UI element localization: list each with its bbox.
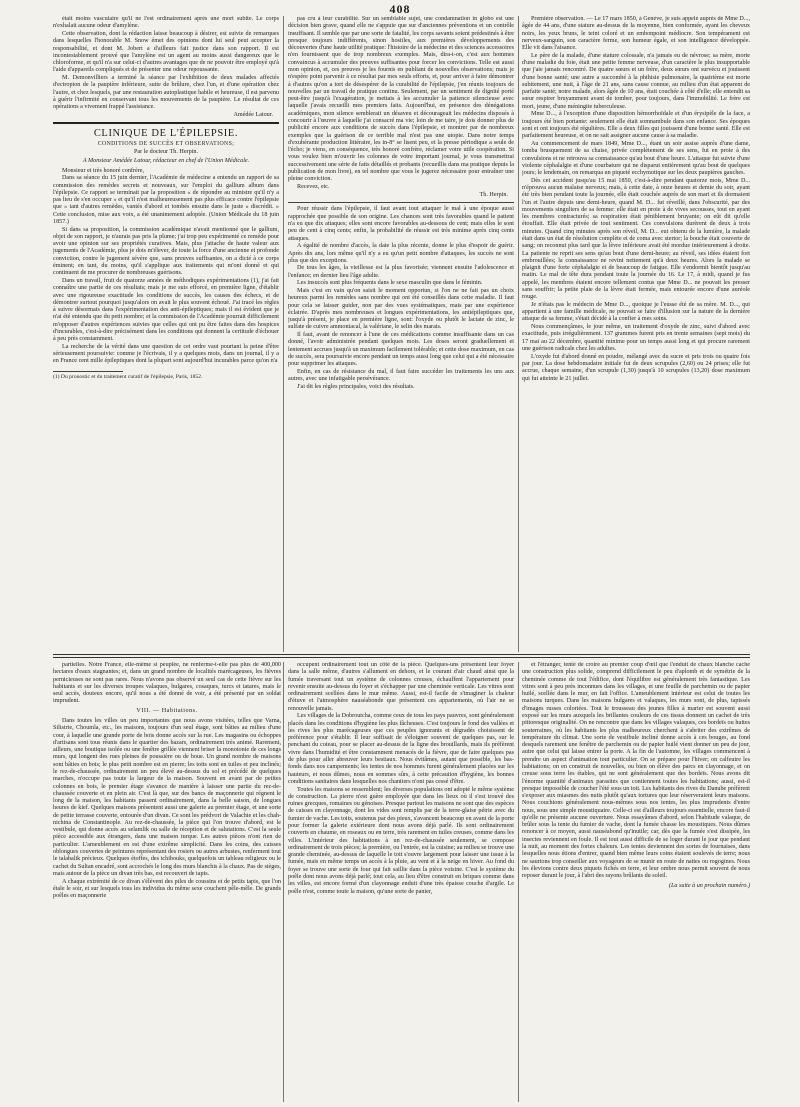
author-signature: Amédée Latour.: [233, 112, 273, 119]
section-divider: [53, 657, 750, 658]
column-divider: [283, 16, 284, 652]
paragraph: Au commencement de mars 1849, Mme D..., étant un soir assise auprès d'une dame, tomba brusquement de sa chaise, privée complètement de ses sens, fut en proie à des convulsions et ne retrouva sa connaissance qu'au bout d'une heure. L'attaque fut suivie d'une violente céphalalgie et d'une courbature qui ne disparut entièrement qu'au bout de quelques jours; le lendemain, on remarqua un piqueté ecchymotique sur les deux paupières gauches.: [522, 140, 750, 177]
paragraph: Toutes les maisons se ressemblent; les diverses populations ont adopté le même système de construction. La pierre n'est guère employée que dans les lieux où il s'est trouvé des ruines grecques, romaines ou génoises. Presque partout les maisons ne sont que des espèces de caisses en clayonnage, dont les vides sont remplis par de la terre-glaise pétrie avec du fumier de vache. Les toits, soutenus par des pieux, s'avancent beaucoup en avant de la porte pour former la galerie extérieure dont nous avons déjà parlé. Ils sont ordinairement couverts en chaume, en roseaux ou en terre, très rarement en tuiles creuses, comme dans les villes. L'intérieur des habitations à un rez-de-chaussée seulement, se compose ordinairement de trois pièces; la première, ou l'entrée, est la cuisine; au milieu se trouve une grande cheminée, au-dessus de laquelle le toit s'ouvre largement pour laisser une issue à la fumée, mais en même temps un accès à la pluie, au vent et à la neige en hiver. Au fond du foyer se trouve une sorte de four qui fait saillie dans la pièce voisine. C'est le système du poêle dont nous avons déjà parlé; tout cela, au lieu d'être construit en briques comme dans les villes, est encore formé d'un clayonnage enduit d'une très épaisse couche d'argile. Le poêle n'est, comme toute la maison, qu'une sorte de panier,: [288, 786, 514, 895]
article-column-2: [288, 16, 514, 652]
article-dedication: A Monsieur Amédée Latour, rédacteur en chef de l'Union Médicale.: [82, 158, 250, 165]
salutation: Monsieur et très honoré confrère,: [62, 167, 145, 174]
paragraph: Dès cet accident jusqu'au 15 mai 1850, c'est-à-dire pendant quatorze mois, Mme D... n'éprouva aucun malaise nerveux; mais, à cette date, à onze heures et demie du soir, ayant été très bien pendant toute la journée, elle était couchée auprès de son mari et ils dormaient l'un et l'autre depuis une demi-heure, quand M. D... fut réveillé, dans l'obscurité, par des mouvements singuliers de sa femme: elle était en proie à de vives secousses, tout en ayant les membres contracturés; sa respiration était péniblement bruyante; on eût dit qu'elle étouffait. Elle était privée de tout sentiment. Ces convulsions durèrent de deux à trois minutes. Quand cinq minutes après son réveil, M. D... eut obtenu de la lumière, la malade était dans un état de résolution complète et de coma avec stertor; la bouche était couverte de sang; on reconnut plus tard que la lèvre inférieure avait été mordue intérieurement à droite. La patiente ne reprit ses sens qu'au bout d'une demi-heure; au réveil, ses idées étaient fort embrouillées; la connaissance ne revint nettement qu'à deux heures. Alors la malade se plaignit d'une forte céphalalgie et de beaucoup de fatigue. Elle s'endormit bientôt jusqu'au matin. Le mal de tête dura pendant toute la journée du 16. Le 17, à midi, quand je fus appelé, les membres étaient encore tellement contus que Mme D... ne pouvait les presser sans souffrir; la petite plaie de la lèvre était fermée, mais entourée encore d'une auréole rouge.: [522, 177, 750, 301]
feuilleton-column-1: [53, 662, 281, 1102]
paragraph: Première observation. — Le 17 mars 1850, à Genève, je suis appelé auprès de Mme D..., âgée de 44 ans, d'une stature au-dessus de la moyenne, bien conformée, ayant les cheveux noirs, les yeux bruns, le teint coloré et un embonpoint médiocre. Son tempérament est nerveux-sanguin, son caractère ferme, son humeur égale, et son intelligence développée. Elle vit dans l'aisance.: [522, 16, 750, 52]
article-byline: Par le docteur Th. Herpin.: [133, 149, 198, 155]
continuation-note: (La suite à un prochain numéro.): [668, 883, 750, 890]
paragraph: partielles. Notre France, elle-même si peuplée, ne renferme-t-elle pas plus de 400,000 hectares d'eaux stagnantes; et, dans un grand nombre de localités marécageuses, les fièvres pernicieuses ne sont pas rares. Nous n'avons pas observé un seul cas de cette fièvre sur les habitants et sur les diverses troupes valaques, bulgares, cosaques, turcs et tatares, mais le seul accès, douteux encore, qu'il nous a été donné de voir, a été présenté par un soldat imprudent.: [53, 662, 281, 705]
paragraph: Le père de la malade, d'une stature colossale, n'a jamais eu de névrose; sa mère, morte d'une maladie du foie, était une petite femme nerveuse, d'un caractère le plus insupportable que j'aie jamais rencontré. De quatre sœurs et un frère, deux sœurs ont survécu et jouissent d'une bonne santé; une autre a succombé à la phthisie pulmonaire, la quatrième est morte subitement, une nuit, à l'âge de 21 ans, sans cause connue, au milieu d'un état apparent de parfaite santé; notre malade, alors âgée de 10 ans, était couchée à côté d'elle; elle entendit sa sœur respirer bruyamment avant de tomber, pour toujours, dans l'immobilité. Le frère est mort, jeune, d'une méningite tuberculeuse.: [522, 52, 750, 110]
paragraph: Cette observation, dont la rédaction laisse beaucoup à désirer, est suivie de remarques dans lesquelles l'honorable M. Snow émet des opinions dont lui seul peut accepter la responsabilité, et dont M. Jobert a d'ailleurs fait justice dans son rapport. Il est incontestablement prouvé que l'amylène est un agent au moins aussi dangereux que le chloroforme, et qu'il n'a sur celui-ci d'autres avantages que de ne pouvoir être employé qu'à l'aide d'appareils compliqués et de présenter une odeur repoussante.: [53, 30, 279, 74]
section-heading: VIII. — Habitations.: [136, 707, 198, 714]
article-title: CLINIQUE DE L'ÉPILEPSIE.: [93, 127, 239, 139]
paragraph: pas cru à leur curabilité. Sur un semblable sujet, une condamnation in globo est une décision bien grave, quand elle ne s'appuie que sur d'anciennes préventions et un contrôle insuffisant. Il semble que par une sorte de fatalité, les corps savants soient prédestinés à être presque toujours indifférents, sinon hostiles, aux premières développements des découvertes d'une haute utilité pratique: l'histoire de la médecine et des sciences accessoires n'en fournissent que de trop nombreux exemples. Mais, dira-t-on, c'est aux hommes convaincus à accumuler des preuves suffisantes pour forcer les convictions. Telle est aussi mon opinion, et, ces preuves je les fournis en publiant de nouvelles observations; mais je n'espère point parvenir à ce résultat par mes seuls efforts, et, pour arriver à faire démontrer à d'autres qu'on a tort de désespérer de la curabilité de l'épilepsie, j'en réunis toujours de nouvelles par un travail de pratique continu. Seulement, par un sentiment de dignité porté peut-être jusqu'à l'exagération, je mettais à les accumuler la patience silencieuse avec laquelle j'avais recueilli mes premiers faits. Aujourd'hui, en présence des dénégations académiques, mon silence semblerait un désaveu et décourageait les médecins disposés à concourir à l'œuvre à laquelle j'ai consacré ma vie; loin de me taire, je dois donner plus de publicité encore aux conditions de succès dans l'épilepsie, et montrer par de nombreux exemples que la guérison de ce terrible mal n'est pas une utopie. Dans notre temps d'exubérante production littéraire, les in-8° se lisent peu, et la presse périodique a seule de l'écho; je viens, en conséquence, très honoré confrère, réclamer votre utile coopération. Si vous voulez bien m'ouvrir les colonnes de votre important journal, je vous transmettrai successivement une série de faits détaillés et probants (recueillis dans ma pratique depuis la publication de mon livre), en tel nombre que vous le jugerez nécessaire pour entraîner une pleine conviction.: [288, 16, 514, 183]
paragraph: De tous les âges, la vieillesse est la plus favorisée; viennent ensuite l'adolescence et l'enfance; en dernier lieu l'âge adulte.: [288, 265, 514, 279]
paragraph: Si dans sa proposition, la commission académique n'avait mentionné que le gallium, objet de son rapport, je n'aurais pas pris la plume; j'ai trop peu expérimenté ce remède pour avoir une opinion sur ses propriétés curatives. Mais, plus j'attache de haute valeur aux jugements de l'Académie, plus je dois m'élever, de toute la force d'une ancienne et profonde conviction, contre le jugement sévère que, sans preuves suffisantes, on a dicté à ce corps éminent; en tant, du moins, qu'il s'applique aux traitements qui m'ont donné et qui continuent de me procurer de nombreuses guérisons.: [53, 226, 279, 277]
paragraph: Les villages de la Dobroutcha, comme ceux de tous les pays pauvres, sont généralement placés dans les conditions d'hygiène les plus fâcheuses. C'est toujours le fond des vallées et les rives les plus marécageuses que ces peuples ignorants et dégradés choisissent de préférence pour s'établir. Il leur suffisait de s'éloigner souvent de quelques pas, sur le penchant du coteau, pour se placer au-dessus de la ligne des brouillards, mais ils préfèrent vivre dans l'humidité et être constamment menacés de la fièvre, que de faire quelques pas de plus pour aller abreuver leurs bestiaux. Nous évitâmes, autant que possible, les bas-fonds dans nos campements; les tentes de nos hommes furent généralement placées sur les hauteurs, et nous dûmes, nous en sommes sûrs, à cette précaution d'hygiène, les bonnes conditions sanitaires dans lesquelles nos chantiers n'ont pas cessé d'être.: [288, 713, 514, 785]
page-number: 408: [389, 2, 411, 16]
article-column-1: [53, 16, 279, 652]
paragraph: Dans toutes les villes un peu importantes que nous avons visitées, telles que Varna, Silistrie, Choumla, etc., les maisons, toujours d'un seul étage, sont bâties au milieu d'une cour, à laquelle une grande porte de bois donne accès sur la rue. Les magasins ou échoppes d'artisans sont tous réunis dans le quartier des bazars, ordinairement très animé. Rarement, ailleurs, une boutique isolée ou une fenêtre grillée viennent briser la monotonie de ces longs murs, qui longent des rues pleines de poussière ou de boue. Un grand nombre de maisons sont bâties en bois; le plus petit nombre est en pierre; les toits sont en tuiles et peu inclinés; le rez-de-chaussée, ordinairement un peu élevé au-dessus du sol et précédé de quelques marches, n'occupe pas toute la largeur de la maison. Souvent en avant par de petites colonnes en bois, le premier étage s'avance de manière à laisser une partie du rez-de-chaussée couverte et en plein air. C'est là que, sur des bancs de maçonnerie qui régnent le long de la maison, les habitants passent ordinairement, dans la belle saison, de longues heures de kief. Quelques maisons présentent aussi une galerie au premier étage, et une sorte de petite terrasse couverte, entourée d'un divan. Ce sont les prédvori de Valachie et les chah-nichina de Constantinople. Au rez-de-chaussée, la pièce qui l'on trouve d'abord, est le vestibule, qui donne accès au selamlik ou salle de réception et de salutations. C'est la seule pièce accessible aux étrangers, dans une maison turque. Les autres pièces n'ont rien de particulier. L'ameublement en est d'une extrême simplicité. Dans les coins, des caisses oblongues couvertes de peintures représentant des rosiers ou autres arbustes, renferment tout le talabalik précieux. Quelques étoffes, des tchibouks, quelquefois un tableau religieux ou le cachet du Sultan encadré, sont accrochés le long des murs blanchis à la chaux. Pas de sièges, mais autour de la pièce un divan très bas, est recouvert de tapis.: [53, 717, 281, 877]
paragraph: Pour réussir dans l'épilepsie, il faut avant tout attaquer le mal à une époque aussi rapprochée que possible de son origine. Les chances sont très favorables quand le patient n'a eu que dix attaques; elles sont encore favorables au-dessous de cent; mais elles le sont peu de cent à cinq cents; enfin, la probabilité de réussir est très minime après cinq cents attaques.: [288, 206, 514, 242]
article-column-3: [522, 16, 750, 652]
paragraph: Dans sa séance du 15 juin dernier, l'Académie de médecine a entendu un rapport de sa commission des remèdes secrets et nouveaux, sur l'emploi du gallium album dans l'épilepsie. Ce rapport se terminait par la proposition « de répondre au ministre qu'il n'y a pas lieu de s'en occuper » et qu'il n'est malheureusement pas plus efficace contre l'épilepsie que » tant d'autres remèdes, vantés d'abord et tombés ensuite dans le juste » discrédit. » Cette conclusion, mise aux voix, a été unanimement adoptée. (Union Médicale du 18 juin 1857.): [53, 175, 279, 225]
feuilleton-column-3: [522, 662, 750, 1102]
column-divider: [518, 662, 519, 1102]
paragraph: Je n'étais pas le médecin de Mme D..., quoique je l'eusse été de sa mère. M. D..., qui appartient à une famille médicale, ne pouvait se faire d'illusion sur la nature de la dernière attaque de sa femme, s'était décidé à la confier à mes soins.: [522, 301, 750, 323]
column-divider: [518, 16, 519, 652]
paragraph: Les insuccès sont plus fréquents dans le sexe masculin que dans le féminin.: [297, 280, 483, 287]
section-divider: [53, 654, 750, 655]
paragraph: Il faut, avant de renoncer à l'une de ces médications comme insuffisante dans un cas donné, l'avoir administrée pendant quelques mois. Les doses seront graduellement et lentement accrues jusqu'à un maximum facilement tolérable; et cette dose maximum, en cas de succès, sera poursuivie encore pendant un temps aussi long que celui qui a été nécessaire pour supprimer les attaques.: [288, 332, 514, 368]
paragraph: A chaque extrémité de ce divan s'élèvent des piles de coussins et de petits tapis, que l'on étale le soir, et sur lesquels tous les individus du même sexe couchent pêle-mêle. De grands poêles en maçonnerie: [53, 878, 281, 900]
paragraph: Mais c'est en vain qu'on saisit le moment opportun, si l'on ne ne fait pas un choix heureux parmi les remèdes sans nombre qui ont été conseillés dans cette maladie. Il faut pour cela se laisser guider, non par des vues systématiques, mais par une expérience éclairée. D'après mes nombreuses et longues expérimentations, les antiépileptiques que, jusqu'à présent, je place en première ligne, sont: l'oxyde ou plutôt le lactate de zinc, le sulfate de cuivre ammoniacal, la valériane, le selin des marais.: [288, 288, 514, 331]
footnote-rule: [53, 371, 123, 372]
article-subtitle: CONDITIONS DE SUCCÈS ET OBSERVATIONS;: [97, 140, 235, 147]
footnote: (1) Du pronostic et du traitement curatif de l'épilepsie, Paris, 1852.: [53, 373, 203, 380]
paragraph: était moins vasculaire qu'il ne l'est ordinairement après une mort subite. Le corps n'exhalait aucune odeur d'amylène.: [53, 16, 279, 30]
paragraph: M. Demonvilliers a terminé la séance par l'exhibition de deux malades affectés d'ectropion de la paupière inférieure, suite de brûlure, chez l'un, et d'une opération chez l'autre, et chez lesquels, par une restauration autoplastique habile et heureuse, il est parvenu à guérir l'infirmité en conservant tous les mouvements de la paupière. Le résultat de ces opérations a vivement frappé l'assistance.: [53, 75, 279, 111]
title-rule: [53, 122, 279, 124]
paragraph: L'oxyde fut d'abord donné en poudre, mélangé avec du sucre et pris trois ou quatre fois par jour. La dose hebdomadaire initiale fut de deux scrupules (2,60) ou 24 prises; elle fut accrue, chaque semaine, d'un scrupule (1,30) jusqu'à 10 scrupules (13,20) dose maximum qui fut atteinte le 21 juillet.: [522, 353, 750, 382]
separator-rule: [288, 202, 514, 203]
paragraph: Nous commençâmes, le jour même, un traitement d'oxyde de zinc, suivi d'abord avec exactitude, puis irrégulièrement. 137 grammes furent pris en trente semaines (sept mois) du 17 mai au 22 décembre, quantité minime pour un temps aussi long et qui procure rarement une guérison radicale chez les adultes.: [522, 324, 750, 352]
paragraph: et l'étranger, tenté de croire au premier coup d'œil que l'enduit de chaux blanche cache une construction plus solide, comprend difficilement le peu d'aplomb et de symétrie de la cheminée comme de tout l'édifice, dont l'équilibre est généralement très fantastique. Les vitres sont à peu près inconnues dans les villages, et une feuille de parchemin ou de papier huilé, scellée dans le mur, en fait l'office. L'ameublement intérieur est celui de toutes les maisons turques. Dans les maisons bulgares et valaques, les murs sont, de plus, tapissés d'images russes coloriées. Tout le trousseau des jeunes filles à marier est souvent aussi exposé sur les murs auxquels les brillantes couleurs de ces tissus donnent un cachet de très pittoresque originalité. On ne rencontre que dans les villages valaques, ces bordeïs ou huttes souterraines, où les habitants les plus malheureux cherchent à s'abriter des extrêmes de température du climat. Une sorte de vestibule incliné donne accès à ces bouges, au fond desquels rarement une fenêtre de parchemin ou de papier huilé vient donner un peu de jour, autre que celui qui laisse entrer la porte. A la fin de l'automne, les villages commencent à prendre un aspect d'animation tout particulier. On se prépare pour l'hiver; on calfeutre les habitations; on en construit de nouvelles, ou bien on élève des parcs en clayonnage, et on creuse sous terre les étables, qui ne sont généralement que des bordeïs. Nous avons dit l'énorme quantité d'animaux parasites que contiennent toutes les habitations; aussi, est-il presque impossible de coucher l'été sous un toit. Les habitants des rives du Danube préfèrent s'exposer aux miasmes des nuits plutôt qu'aux tortures que leur réserveraient leurs maisons. Nous couchions généralement nous-mêmes sous nos tentes, les plus imprudents d'entre nous, sous une simple moustiquaire. Celle-ci est d'ailleurs toujours essentielle, encore faut-il qu'elle ne présente aucune ouverture. Nous essayâmes d'abord, selon l'habitude valaque, de brûler sous la tente du fumier de vache, dont la fumée chasse les moustiques. Nous dûmes renoncer à ce moyen, aussi nauséabond qu'inutile; car, dès que la fumée s'est dissipée, les insectes reviennent en foule. Il est tout aussi difficile de se loger durant le jour que pendant la nuit, au moment des fortes chaleurs. Les tentes deviennent des sortes de fournaises, dans lesquelles nous étions d'entrer, quand bien même leurs coins étaient soulevés de terre; nous ne saurions trop conseiller aux voyageurs de se munir en route de nattes ou rogogines. Nous les élevions contre deux piquets fichés en terre, et leur ombre nous permit souvent de nous reposer durant le jour, à l'abri des rayons brûlants du soleil.: [522, 662, 750, 880]
paragraph: Mme D..., à l'exception d'une disposition hémorrhoïdale et d'un érysipèle de la face, a toujours été bien portante: seulement elle était somnambule dans son enfance. Ses époques sont et ont toujours été régulières. Elle a deux filles qui jouissent d'une bonne santé. Elle est parfaitement heureuse, et on ne sait assigner aucune cause à sa maladie.: [522, 111, 750, 140]
feuilleton-column-2: [288, 662, 514, 1102]
paragraph: occupent ordinairement tout un côté de la pièce. Quelques-uns présentent leur foyer dans la salle même, d'autres s'allument en dehors, et le courant d'air chaud ainsi que la fumée traversant tout un système de colonnes creuses, échauffent l'appartement pour revenir ensuite au-dessus du foyer et s'échapper par une cheminée verticale. Les vitres sont ordinairement scellées dans le mur même. Aussi, est-il facile de s'imaginer la chaleur d'étuve et l'atmosphère nauséabonde que présentent ces appartements, où l'air ne se renouvelle jamais.: [288, 662, 514, 712]
paragraph: J'ai dit les règles principales, voici des résultats.: [297, 383, 415, 390]
paragraph: La recherche de la vérité dans une question de cet ordre vaut pourtant la peine d'être sérieusement poursuivie: comme je l'écrivais, il y a quelques mois, dans un journal, il y a en France cent mille épileptiques dont la plupart sont aujourd'hui incurables parce qu'on n'a: [53, 343, 279, 365]
letter-closing: Recevez, etc.: [297, 183, 330, 190]
paragraph: Enfin, en cas de résistance du mal, il faut faire succéder les traitements les uns aux autres, avec une infatigable persévérance.: [288, 368, 514, 383]
author-signature: Th. Herpin.: [479, 192, 508, 199]
paragraph: Dans un travail, fruit de quatorze années de méthodiques expérimentations (1), j'ai fait connaître une partie de ces résultats; mais je me suis efforcé, en première ligne, d'établir avec une rigoureuse exactitude les conditions de succès, les causes des échecs, et de démontrer surtout pourquoi jusqu'alors on avait le plus souvent échoué. J'ai tracé les règles à suivre désormais dans l'expérimentation des anti-épileptiques; mais il est évident que je n'ai été entendu que du petit nombre; et la commission de l'Académie pourrait difficilement m'opposer d'autres expériences suivies que celles qui ont pu être faites dans des hospices d'incurables, c'est-à-dire précisément dans les conditions qui donnent la certitude d'échouer à peu près constamment.: [53, 277, 279, 343]
column-divider: [283, 662, 284, 1102]
paragraph: A égalité de nombre d'accès, la date la plus récente, donne le plus d'espoir de guérir. Après dix ans, lors même qu'il n'y a eu qu'un petit nombre d'attaques, les succès ne sont plus que des exceptions.: [288, 243, 514, 264]
